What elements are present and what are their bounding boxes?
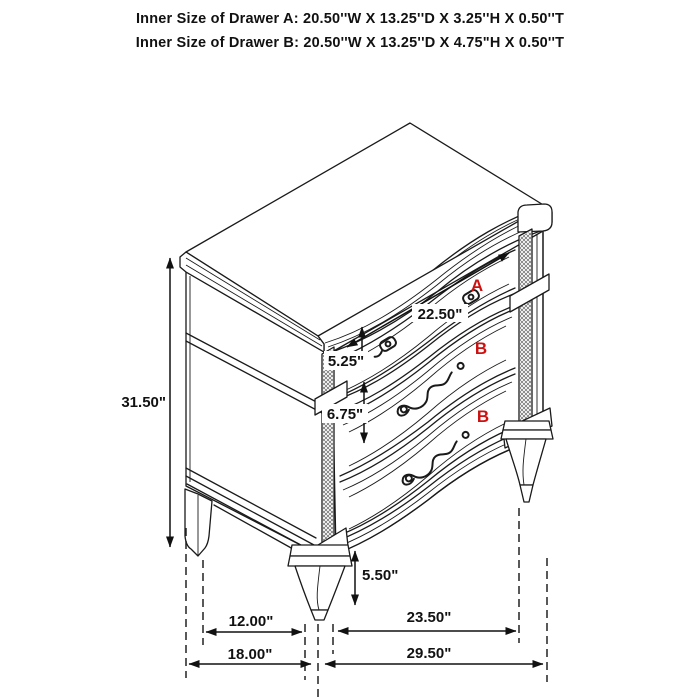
drawer-b-bottom-label: B	[476, 407, 490, 426]
dim-label-drawer-width: 22.50"	[417, 306, 463, 323]
drawer-a-label: A	[470, 276, 484, 295]
cabinet-body	[180, 123, 553, 620]
pilaster-right-texture	[520, 231, 531, 431]
dim-label-leg-span-width: 23.50"	[406, 609, 452, 626]
drawer-a-spec-text: Inner Size of Drawer A: 20.50''W X 13.25''D X 3.25''H X 0.50''T	[135, 11, 565, 27]
dim-label-leg-span-depth: 12.00"	[228, 613, 274, 630]
pilaster-left-texture	[323, 349, 333, 544]
leg-front-right	[501, 421, 553, 502]
drawer-b-spec-text: Inner Size of Drawer B: 20.50''W X 13.25''D X 4.75"H X 0.50''T	[135, 35, 565, 51]
dim-label-drawer-a-height: 5.25"	[327, 353, 365, 370]
crown-corner-block	[518, 204, 552, 232]
leg-back-left	[185, 489, 212, 556]
dim-label-overall-height: 31.50"	[121, 394, 166, 411]
dim-label-leg-height: 5.50"	[362, 567, 399, 584]
drawer-b-middle-label: B	[474, 339, 488, 358]
leg-front-left	[288, 545, 352, 620]
dim-label-overall-depth: 18.00"	[227, 646, 273, 663]
dim-label-drawer-b-height: 6.75"	[326, 406, 364, 423]
dim-label-overall-width: 29.50"	[406, 645, 452, 662]
